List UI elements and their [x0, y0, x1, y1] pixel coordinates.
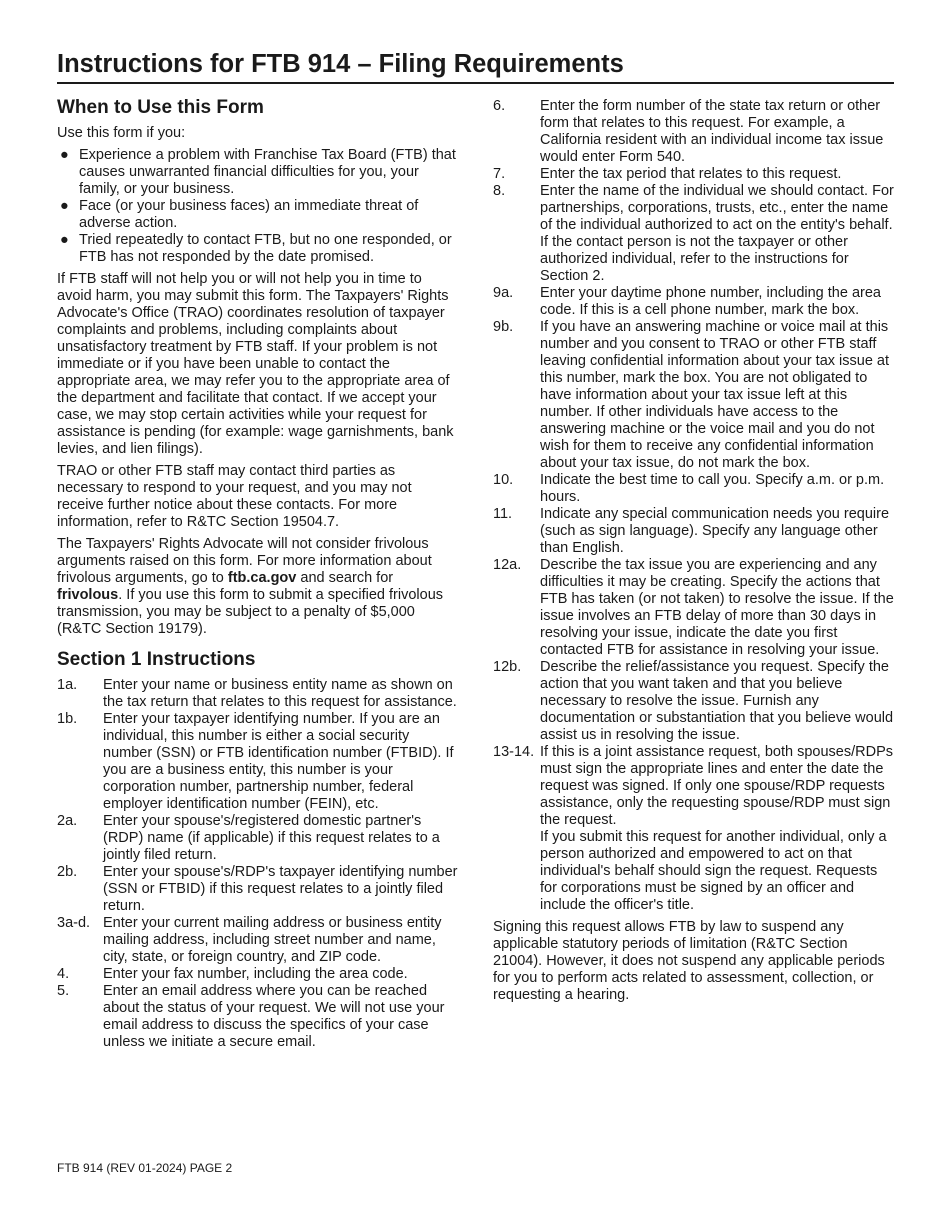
instruction-item: 1b. Enter your taxpayer identifying number. If you are an individual, this number is either a social security number (SSN) or FTB identification number (FTBID). If you are a business entity, this number is your corporation number, partnership number, federal employer identification number (FEIN), etc. — [57, 711, 454, 812]
bullet-icon: ● — [60, 232, 69, 248]
instruction-item: 3a-d. Enter your current mailing address or business entity mailing address, including street number and name, city, state, or foreign country, and ZIP code. — [57, 915, 442, 965]
paragraph-frivolous: The Taxpayers' Rights Advocate will not consider frivolous arguments raised on this form. For more information about frivolous arguments, go to ftb.ca.gov and search for frivolous. If you use this form to submit a specified frivolous transmission, you may be subject to a penalty of $5,000 (R&TC Section 19179). — [57, 536, 444, 637]
website-link[interactable]: ftb.ca.gov — [227, 570, 297, 586]
list-item: ● Tried repeatedly to contact FTB, but no one responded, or FTB has not responded by the date promised. — [60, 232, 452, 265]
when-to-use-intro: Use this form if you: — [57, 125, 186, 141]
instruction-item: 2a. Enter your spouse's/registered domestic partner's (RDP) name (if applicable) if this request relates to a jointly filed return. — [57, 813, 440, 863]
bullet-icon: ● — [60, 198, 69, 214]
bullet-icon: ● — [60, 147, 69, 163]
right-column — [493, 98, 898, 1009]
instruction-item: 13-14. If this is a joint assistance request, both spouses/RDPs must sign the appropriate lines and enter the date the request was signed. If only one spouse/RDP requests assistance, only the requesting spouse/RDP must sign the request. If you submit this request for another individual, only a person authorized and empowered to act on that individual's behalf should sign the request. Requests for corporations must be signed by an officer and include the officer's title. — [493, 744, 894, 913]
instruction-item: 4. Enter your fax number, including the area code. — [57, 966, 408, 982]
list-item: ● Experience a problem with Franchise Tax Board (FTB) that causes unwarranted financial difficulties for you, your family, or your business. — [60, 147, 456, 197]
instruction-item: 1a. Enter your name or business entity name as shown on the tax return that relates to this request for assistance. — [57, 677, 457, 710]
paragraph-third-parties: TRAO or other FTB staff may contact third parties as necessary to respond to your request, and you may not receive further notice about these contacts. For more information, refer to R&TC Section 19504.7. — [57, 463, 412, 530]
instruction-item: 9b. If you have an answering machine or voice mail at this number and you consent to TRAO or other FTB staff leaving confidential information about your tax issue at this number, mark the box. You are not obligated to have information about your tax issue left at this number. If other individuals have access to the answering machine or the voice mail and you do not wish for them to receive any confidential information about your tax issue, do not mark the box. — [493, 319, 890, 471]
instruction-item: 8. Enter the name of the individual we should contact. For partnerships, corporations, trusts, etc., enter the name of the individual authorized to act on the entity's behalf. If the contact person is not the taxpayer or other authorized individual, refer to the instructions for Section 2. — [493, 183, 894, 284]
page-footer: FTB 914 (REV 01-2024) PAGE 2 — [57, 1161, 233, 1175]
instruction-item: 12b. Describe the relief/assistance you request. Specify the action that you want taken and that you believe necessary to resolve the issue. Furnish any documentation or substantiation that you believe would assist us in resolving the issue. — [493, 659, 894, 743]
instruction-item: 2b. Enter your spouse's/RDP's taxpayer identifying number (SSN or FTBID) if this request relates to a jointly filed return. — [57, 864, 458, 914]
list-item: ● Face (or your business faces) an immediate threat of adverse action. — [60, 198, 419, 231]
left-column — [57, 96, 460, 1051]
section1-heading: Section 1 Instructions — [57, 649, 256, 670]
when-to-use-heading: When to Use this Form — [57, 97, 264, 118]
when-to-use-list — [57, 147, 460, 266]
instruction-item: 6. Enter the form number of the state tax return or other form that relates to this request. For example, a California resident with an individual income tax issue would enter Form 540. — [493, 98, 884, 165]
search-term: frivolous — [57, 587, 119, 603]
page-title: Instructions for FTB 914 – Filing Requirements — [57, 48, 894, 84]
instruction-item: 9a. Enter your daytime phone number, including the area code. If this is a cell phone number, mark the box. — [493, 285, 881, 318]
instruction-item: 10. Indicate the best time to call you. Specify a.m. or p.m. hours. — [493, 472, 885, 505]
instruction-item: 7. Enter the tax period that relates to this request. — [493, 166, 842, 182]
instruction-item: 12a. Describe the tax issue you are experiencing and any difficulties it may be creating. Specify the actions that FTB has taken (or not taken) to resolve the issue. If the issue involves an FTB delay of more than 30 days in resolving your issue, indicate the date you first contacted FTB for assistance in resolving your issue. — [493, 557, 894, 658]
instruction-item: 11. Indicate any special communication needs you require (such as sign language). Specify any language other than English. — [493, 506, 890, 556]
paragraph-trao: If FTB staff will not help you or will not help you in time to avoid harm, you may submit this form. The Taxpayers' Rights Advocate's Office (TRAO) coordinates resolution of taxpayer complaints and problems, including complaints about unsatisfactory treatment by FTB staff. If your problem is not immediate or if you have been unable to contact the appropriate area, we may refer you to the appropriate area of the department and facilitate that contact. If we accept your case, we may stop certain activities while your request for assistance is pending (for example: wage garnishments, bank levies, and lien filings). — [57, 271, 454, 457]
closing-paragraph: Signing this request allows FTB by law to suspend any applicable statutory periods of limitation (R&TC Section 21004). However, it does not suspend any applicable periods for you to perform acts related to assessment, collection, or requesting a hearing. — [493, 919, 885, 1003]
instruction-item: 5. Enter an email address where you can be reached about the status of your request. We will not use your email address to discuss the specifics of your case unless we initiate a secure email. — [57, 983, 445, 1050]
